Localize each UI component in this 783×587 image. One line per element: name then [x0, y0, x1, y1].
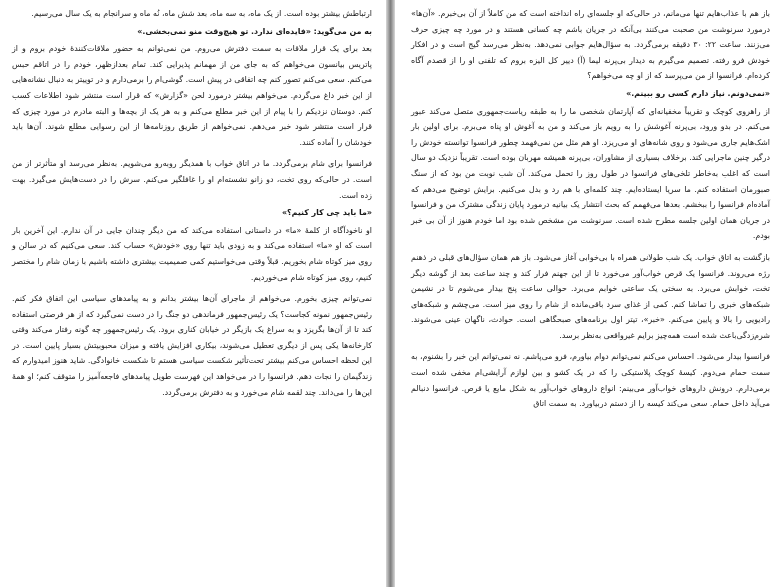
paragraph: فرانسوا برای شام برمی‌گردد. ما در اتاق خواب با همدیگر روبه‌رو می‌شویم. به‌نظر می‌رسد او متأثرتر از من است. در حالی‌که روی تخت، دو زانو نشسته‌ام او را غافلگیر می‌کنم. سرش را در دست‌هایش می‌گیرد. بهت زده است. — [12, 159, 372, 200]
paragraph: نمی‌توانم چیزی بخورم. می‌خواهم از ماجرای آن‌ها بیشتر بدانم و به پیامدهای سیاسی این اتفاق فکر کنم. رئیس‌جمهور نمونه کجاست؟ یک رئیس‌جمهور فرماندهی دو جنگ را در دست نمی‌گیرد که از هر فرصتی استفاده کند تا از آن‌ها بگریزد و به سراغ یک بازیگر در خیابان کناری برود. یک رئیس‌جمهور چه گونه رفتار می‌کند وقتی کارخانه‌ها یکی پس از دیگری تعطیل می‌شوند، بیکاری افزایش یافته و میزان محبوبیتش بسیار پایین است. در این لحظه احساس می‌کنم بیشتر تحت‌تأثیر شکست سیاسی هستم تا شکست خانوادگی. شاید هنوز امیدوارم که زندگیمان را نجات دهم. فرانسوا را در می‌خواهد این فهرست طویل پیامدهای فاجعه‌آمیز را متوقف کنم؛ او همهٔ این‌ها را می‌داند. چند لقمه شام می‌خورد و به دفترش برمی‌گردد. — [12, 294, 372, 397]
right-page — [395, 0, 783, 587]
paragraph: او ناخودآگاه از کلمهٔ «ما» در داستانی استفاده می‌کند که من دیگر چندان جایی در آن ندارم. این آخرین بار است که او «ما» استفاده می‌کند و به زودی باید تنها روی «خودش» حساب کند. سعی می‌کنیم که در سالن و روی میز کوتاه شام بخوریم. قبلاً وقتی می‌خواستیم کمی صمیمیت بیشتری داشته باشیم با زمان شام را مختصر کنیم، روی میز کوتاه شام می‌خوردیم. — [12, 225, 372, 282]
paragraph: از راهروی کوچک و تقریباً مخفیانه‌ای که آپارتمان شخصی ما را به طبقه ریاست‌جمهوری متصل می‌کند عبور می‌کنم. در بدو ورود، بی‌پرنه آغوشش را به رویم باز می‌کند و من به آغوش او پناه می‌برم. برای اولین بار اشک‌هایم جاری می‌شود و روی شانه‌های او می‌ریزد. او هم مثل من نمی‌فهمد چطور فرانسوا توانسته خودش را درگیر چنین ماجرایی کند. برخلاف بسیاری از مشاوران، بی‌پرنه همیشه مهربان بوده است. تقریباً نزدیک دو سال است که اغلب به‌خاطر تلخی‌های فرانسوا در طول روز را تحمل می‌کند. آن شب نوبت من بود که از سنگ صبورمان استفاده کنم. ما سریا ایستاده‌ایم. چند کلمه‌ای با هم رد و بدل می‌کنیم. برایش توضیح می‌دهم که آماده‌ام فرانسوا را ببخشم. بعدها می‌فهمم که بحث انتشار یک بیانیه درمورد پایان زندگی مشترک من و فرانسوا در جریان همان اولین جلسه مطرح شده است. سرنوشت من مشخص شده بود اما خودم هنوز از آن بی خبر بودم. — [411, 106, 770, 241]
dialogue-line: به من می‌گوید: «فایده‌ای ندارد. تو هیچ‌وقت منو نمی‌بخشی.» — [137, 26, 372, 36]
dialogue-line: «نمی‌دونم. نیاز دارم کسی رو ببینم.» — [626, 88, 770, 98]
paragraph: بعد برای یک قرار ملاقات به سمت دفترش می‌روم. من نمی‌توانم به حضور ملاقات‌کنندهٔ خودم بروم و از پاتریس بیانسون می‌خواهم که به جای من از مهمانم پذیرایی کند. تمام بعدازظهر، خودم را در اتاقم حبس می‌کنم. سعی می‌کنم تصور کنم چه اتفاقی در پیش است. گوشی‌ام را برمی‌دارم و در توییتر به دنبال نشانه‌هایی از این خبر داغ می‌گردم. می‌خواهم بیشتر درمورد لحن «گزارش» که قرار است منتشر شود اطلاعات کسب کنم. دوستان نزدیکم را با پیام از این خبر مطلع می‌کنم و به هر یک از بچه‌ها و البته مادرم در مورد چیزی که قرار است منتشر شود خبر می‌دهم. نمی‌خواهم از طریق روزنامه‌ها از این رسوایی مطلع شوند. آن‌ها باید خودشان را آماده کنند. — [12, 44, 372, 147]
dialogue-line: «ما باید چی کار کنیم؟» — [281, 208, 372, 218]
left-page — [0, 0, 386, 587]
paragraph: فرانسوا بیدار می‌شود. احساس می‌کنم نمی‌توانم دوام بیاورم، فرو می‌پاشم. نه نمی‌توانم این خبر را بشنوم، به سمت حمام می‌دوم. کیسهٔ کوچک پلاستیکی را که در یک کشو و بین لوازم آرایشی‌ام مخفی شده است برمی‌دارم. درونش داروهای خواب‌آور می‌بینم: انواع داروهای خواب‌آور به شکل مایع یا قرص. فرانسوا دنبالم می‌آید داخل حمام. سعی می‌کند کیسه را از دستم دربیاورد. به سمت اتاق — [411, 352, 770, 409]
book-gutter — [386, 0, 395, 587]
paragraph: باز هم با عذاب‌هایم تنها می‌مانم، در حالی‌که او جلسه‌ای راه انداخته است که من کاملاً از آن بی‌خبرم. «آن‌ها» درمورد سرنوشت من صحبت می‌کنند بی‌آنکه در جریان باشم چه کسانی هستند و در مورد چه چیزی حرف می‌زنند. ساعت ۲۲: ۳۰ دقیقه برمی‌گردد. به سؤال‌هایم جوابی نمی‌دهد. به‌نظر می‌رسد گیج است و در افکار خودش فرو رفته. تصمیم می‌گیرم به دیدار بی‌پرنه لیما (آ) ديير کل الیزه بروم که تلفنی او را از قصدم آگاه کرده‌ام. فرانسوا از من می‌پرسد که از او چه می‌خواهم؟ — [411, 9, 770, 81]
paragraph: بازگشت به اتاق خواب. یک شب طولانی همراه با بی‌خوابی آغاز می‌شود. باز هم همان سؤال‌های قبلی در ذهنم رژه می‌روند. فرانسوا یک قرص خواب‌آور می‌خورد تا از این جهنم فرار کند و چند ساعت بعد از گوشه دیگر تخت، خوابش می‌برد. به سختی یک ساعتی خوابم می‌برد. حوالی ساعت پنج بیدار می‌شوم تا در نشیمن شبکه‌های خبری را تماشا کنم. کمی از غذای سرد باقی‌مانده از شام را روی میز است. می‌چشم و شبکه‌های رادیویی را بالا و پایین می‌کنم. «خبر»، تیتر اول برنامه‌های صبحگاهی است. حوادث، ناگهان عینی می‌شوند. شرم‌زدگی‌باعث شده است همه‌چیز برایم غیرواقعی به‌نظر برسد. — [411, 252, 770, 340]
paragraph: ارتباطش بیشتر بوده است. از یک ماه، به سه ماه، بعد شش ماه، نُه ماه و سرانجام به یک سال می‌رسیم. — [31, 9, 372, 18]
